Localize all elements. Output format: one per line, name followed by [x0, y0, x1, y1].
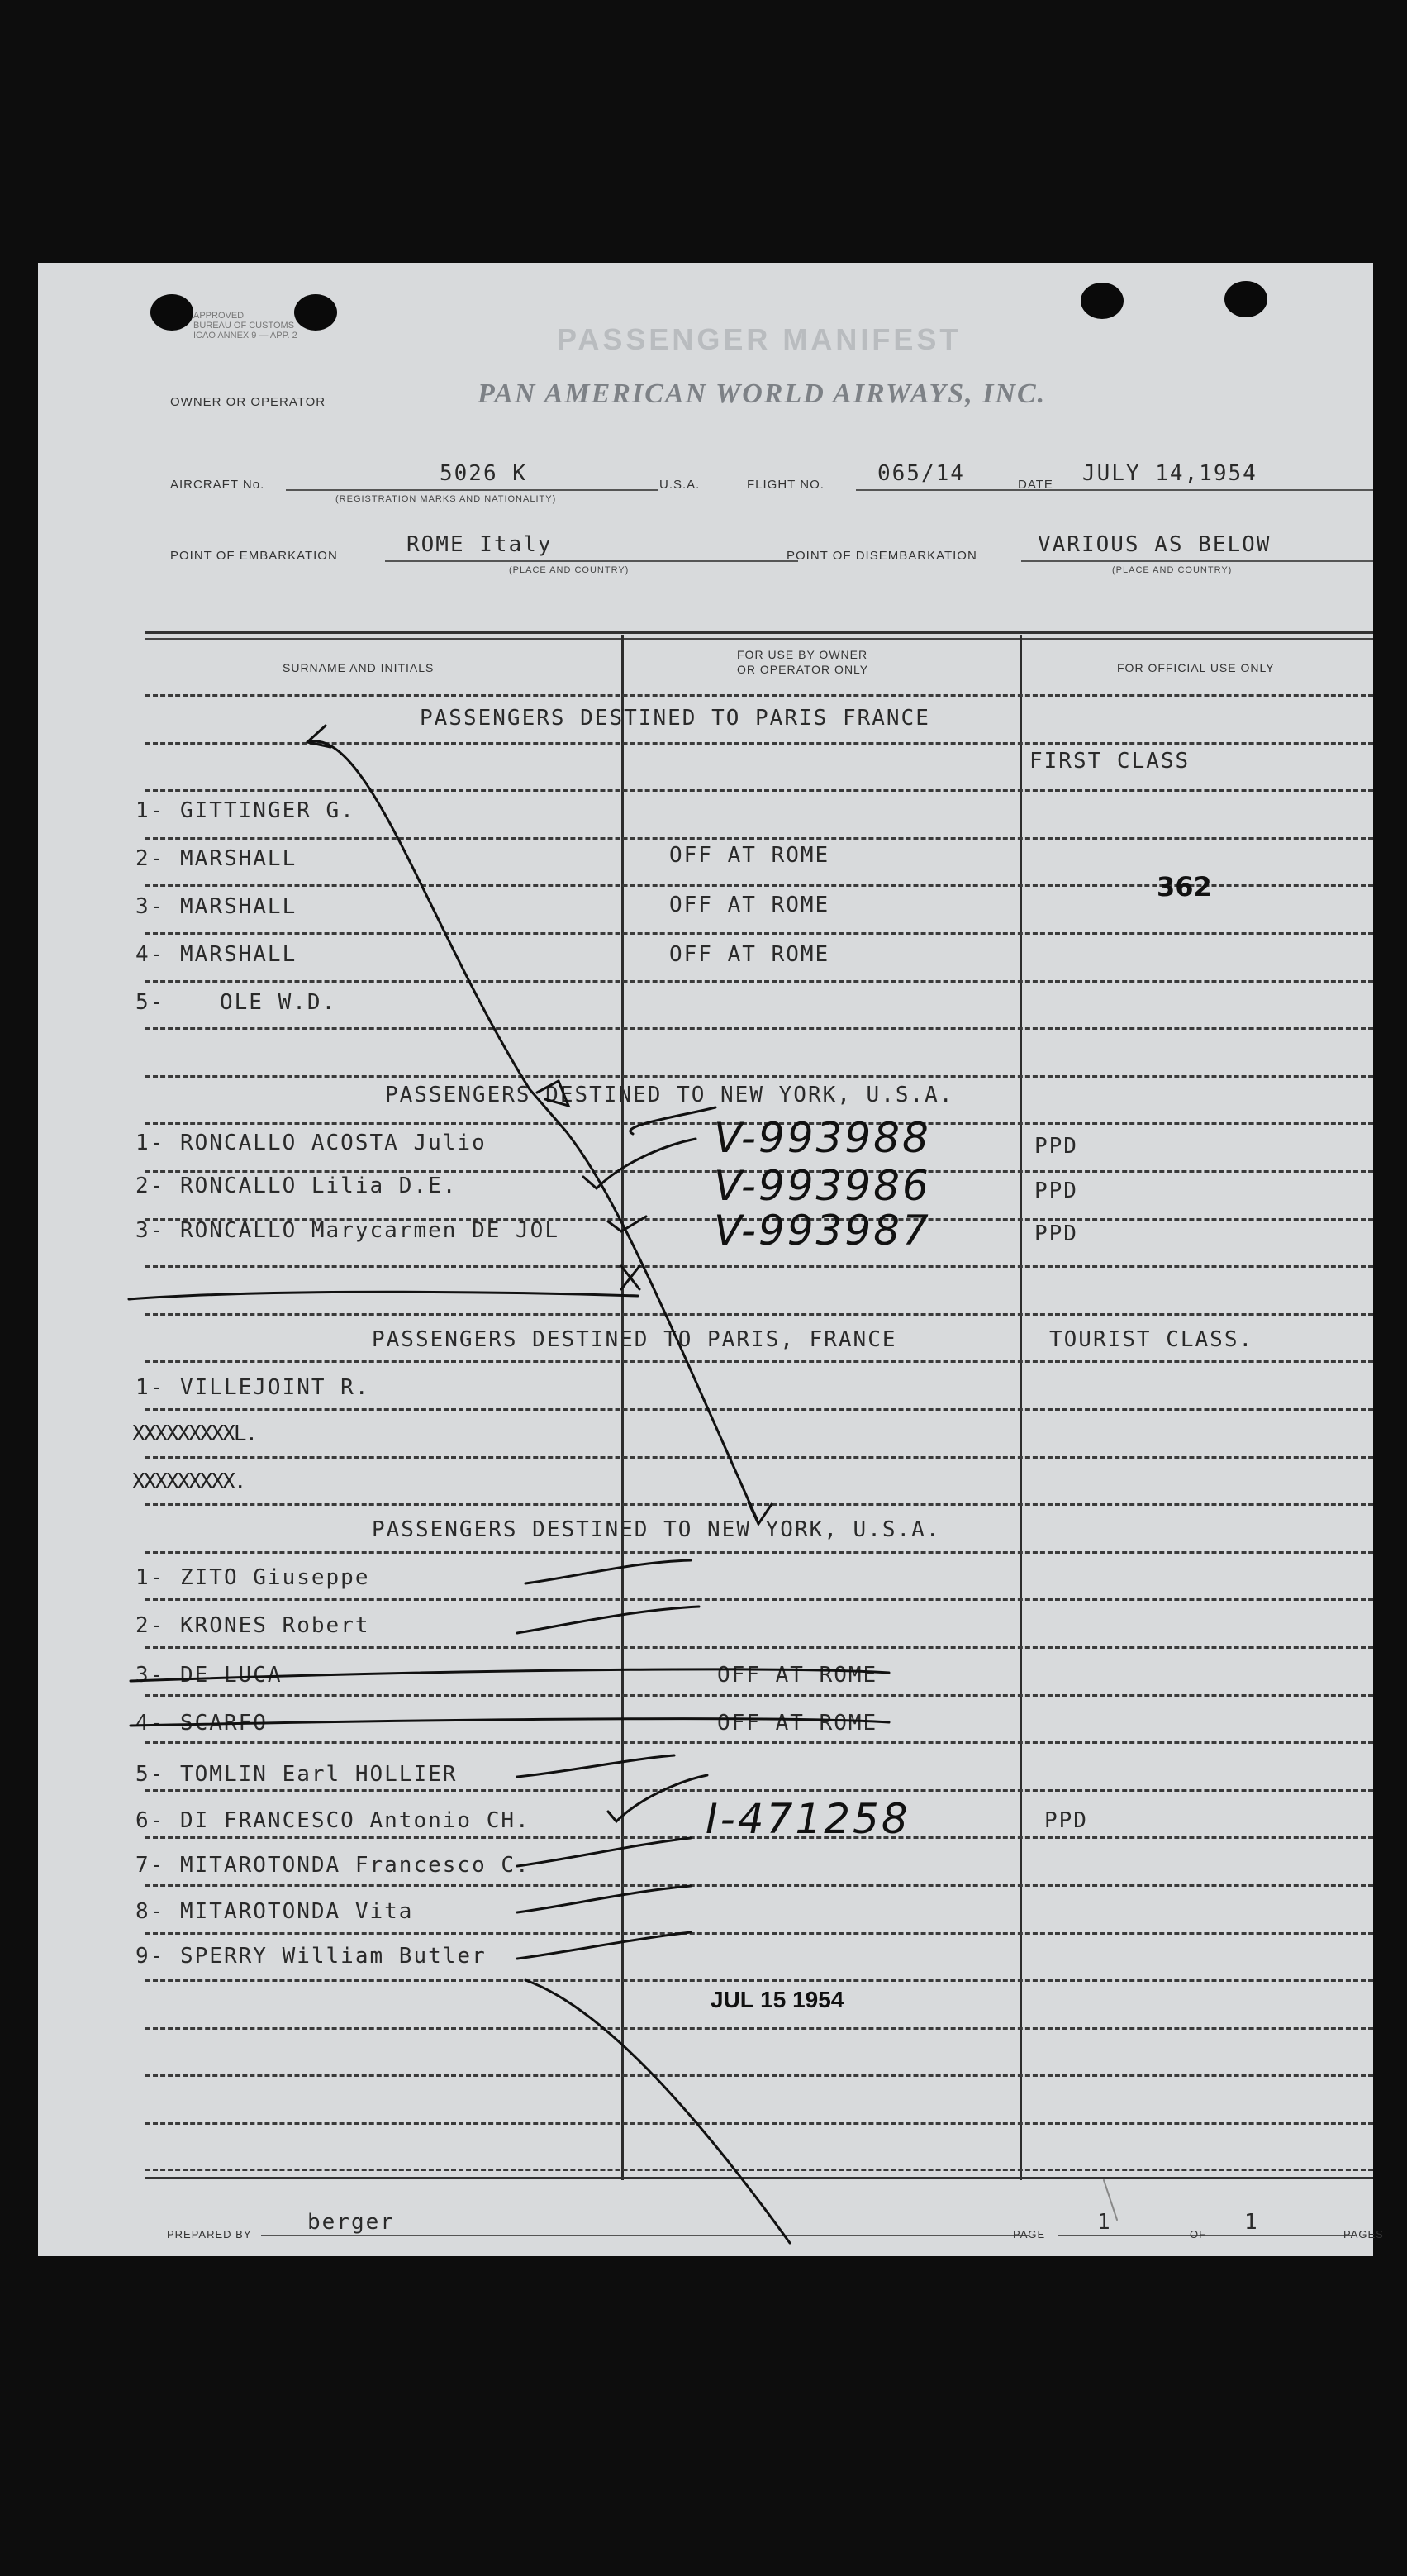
visa-number: V-993987: [714, 1207, 931, 1255]
dash-stroke: [517, 1886, 691, 1912]
section-heading: PASSENGERS DESTINED TO PARIS, FRANCE: [372, 1327, 897, 1352]
visa-number: V-993988: [714, 1114, 931, 1162]
of-label: OF: [1190, 2228, 1207, 2240]
registration-caption: (REGISTRATION MARKS AND NATIONALITY): [335, 494, 557, 504]
disembark-value: VARIOUS AS BELOW: [1038, 532, 1272, 557]
owner-note: OFF AT ROME: [717, 1663, 878, 1688]
row-number: 5-: [135, 990, 165, 1015]
passenger-name: DE LUCA: [180, 1663, 283, 1688]
passenger-name: MITAROTONDA Francesco C.: [180, 1853, 530, 1878]
page-label: PAGE: [1013, 2228, 1046, 2240]
row-number: 1-: [135, 1131, 165, 1155]
aircraft-label: AIRCRAFT No.: [170, 478, 265, 492]
row-number: 9-: [135, 1944, 165, 1969]
date-label: DATE: [1018, 478, 1053, 492]
pages-label: PAGES: [1343, 2228, 1384, 2240]
approval-stamp-line: BUREAU OF CUSTOMS: [193, 321, 295, 331]
passenger-name: MARSHALL: [180, 894, 297, 919]
row-number: 1-: [135, 1565, 165, 1590]
section-heading: PASSENGERS DESTINED TO PARIS FRANCE: [420, 706, 930, 731]
row-number: 1-: [135, 1375, 165, 1400]
dash-stroke: [517, 1755, 674, 1777]
row-number: 7-: [135, 1853, 165, 1878]
disembark-caption: (PLACE AND COUNTRY): [1112, 565, 1233, 575]
approval-stamp-line: ICAO ANNEX 9 — APP. 2: [193, 331, 297, 340]
owner-note: OFF AT ROME: [717, 1711, 878, 1736]
row-number: 2-: [135, 1613, 165, 1638]
owner-note: OFF AT ROME: [669, 843, 830, 868]
page-title: PASSENGER MANIFEST: [557, 322, 962, 356]
aircraft-value: 5026 K: [440, 461, 527, 486]
row-number: 5-: [135, 1762, 165, 1787]
column-header-official: FOR OFFICIAL USE ONLY: [1117, 661, 1275, 674]
column-header-surname: SURNAME AND INITIALS: [283, 661, 435, 674]
passenger-name: GITTINGER G.: [180, 798, 355, 823]
flight-value: 065/14: [877, 461, 965, 486]
passenger-name: MARSHALL: [180, 846, 297, 871]
passenger-name: TOMLIN Earl HOLLIER: [180, 1762, 458, 1787]
passenger-name: OLE W.D.: [220, 990, 337, 1015]
manifest-sheet: [38, 263, 1384, 2256]
section-heading: PASSENGERS DESTINED TO NEW YORK, U.S.A.: [372, 1517, 941, 1542]
passenger-name: SCARFO: [180, 1711, 268, 1736]
visa-number: V-993986: [714, 1162, 931, 1210]
dash-stroke: [517, 1838, 691, 1866]
passenger-name: MITAROTONDA Vita: [180, 1899, 414, 1924]
passenger-name: ZITO Giuseppe: [180, 1565, 370, 1590]
row-number: 2-: [135, 1174, 165, 1198]
underline-stroke: [129, 1292, 638, 1299]
ppd-mark: PPD: [1034, 1221, 1078, 1246]
row-number: 6-: [135, 1808, 165, 1833]
check-mark: [608, 1775, 707, 1821]
owner-value: PAN AMERICAN WORLD AIRWAYS, INC.: [478, 379, 1047, 409]
row-number: 8-: [135, 1899, 165, 1924]
passenger-name: RONCALLO Marycarmen DE JOL: [180, 1218, 559, 1243]
class-label: FIRST CLASS: [1029, 749, 1191, 774]
section-heading: PASSENGERS DESTINED TO NEW YORK, U.S.A.: [385, 1083, 954, 1107]
embark-label: POINT OF EMBARKATION: [170, 549, 338, 563]
ppd-mark: PPD: [1034, 1178, 1078, 1203]
page-number: 1: [1097, 2210, 1112, 2235]
struck-entry: XXXXXXXXXL.: [132, 1421, 257, 1446]
ppd-mark: PPD: [1044, 1808, 1088, 1833]
passenger-name: MARSHALL: [180, 942, 297, 967]
nationality: U.S.A.: [659, 478, 701, 492]
class-label: TOURIST CLASS.: [1049, 1327, 1254, 1352]
stamp-number: 362: [1157, 871, 1212, 902]
strike-line: [131, 1669, 889, 1681]
dash-stroke: [517, 1607, 699, 1633]
faint-stroke: [1104, 2180, 1117, 2220]
passenger-name: DI FRANCESCO Antonio CH.: [180, 1808, 530, 1833]
flight-label: FLIGHT NO.: [747, 478, 825, 492]
approval-stamp-line: APPROVED: [193, 311, 245, 321]
row-number: 1-: [135, 798, 165, 823]
transfer-arrow-line: [307, 741, 757, 1519]
handwritten-marks: [38, 263, 1373, 2256]
embark-caption: (PLACE AND COUNTRY): [509, 565, 630, 575]
passenger-name: RONCALLO Lilia D.E.: [180, 1174, 458, 1198]
dash-stroke: [525, 1560, 691, 1583]
passenger-name: KRONES Robert: [180, 1613, 370, 1638]
page-total: 1: [1244, 2210, 1259, 2235]
visa-number: I-471258: [706, 1795, 910, 1843]
row-number: 2-: [135, 846, 165, 871]
date-value: JULY 14,1954: [1082, 461, 1257, 486]
column-header-owner: OR OPERATOR ONLY: [737, 663, 869, 676]
passenger-name: RONCALLO ACOSTA Julio: [180, 1131, 487, 1155]
disembark-label: POINT OF DISEMBARKATION: [787, 549, 977, 563]
strike-line: [131, 1719, 889, 1726]
row-number: 4-: [135, 942, 165, 967]
owner-note: OFF AT ROME: [669, 893, 830, 917]
passenger-name: VILLEJOINT R.: [180, 1375, 370, 1400]
row-number: 3-: [135, 894, 165, 919]
prepared-by-value: berger: [307, 2210, 395, 2235]
column-header-owner: FOR USE BY OWNER: [737, 648, 868, 661]
check-mark: [608, 1217, 646, 1231]
row-number: 3-: [135, 1218, 165, 1243]
check-mark: [630, 1107, 715, 1134]
cross-mark: [621, 1266, 639, 1289]
embark-value: ROME Italy: [406, 532, 553, 557]
prepared-by-label: PREPARED BY: [167, 2228, 252, 2240]
owner-note: OFF AT ROME: [669, 942, 830, 967]
diagonal-stroke: [525, 1980, 790, 2243]
dash-stroke: [517, 1932, 691, 1959]
received-date-stamp: JUL 15 1954: [711, 1987, 844, 2012]
row-number: 4-: [135, 1711, 165, 1736]
ppd-mark: PPD: [1034, 1134, 1078, 1159]
row-number: 3-: [135, 1663, 165, 1688]
struck-entry: XXXXXXXXX.: [132, 1469, 245, 1494]
owner-label: OWNER OR OPERATOR: [170, 395, 326, 409]
passenger-name: SPERRY William Butler: [180, 1944, 487, 1969]
